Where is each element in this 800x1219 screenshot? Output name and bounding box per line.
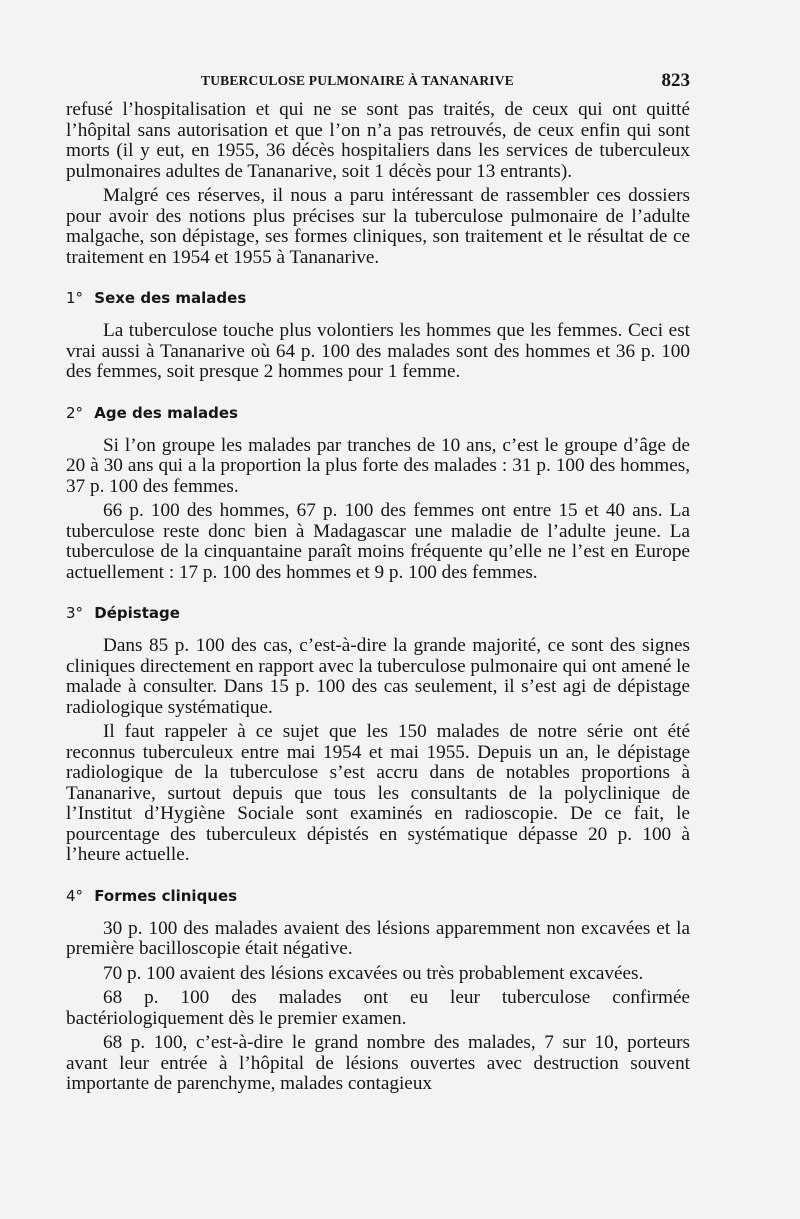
paragraph: Si l’on groupe les malades par tranches de 10 ans, c’est le groupe d’âge de 20 à 30 ans qui a la proportion la plus forte des malades : 31 p. 100 des hommes, 37 p. 100 des femmes. bbox=[66, 434, 690, 497]
section-title: Formes cliniques bbox=[94, 886, 238, 905]
paragraph: refusé l’hospitalisation et qui ne se sont pas traités, de ceux qui ont quitté l’hôpital sans autorisation et que l’on n’a pas retrouvés, de ceux enfin qui sont morts (il y eut, en 1955, 36 décès hospitaliers dans les services de tuberculeux pulmonaires adultes de Tananarive, soit 1 décès pour 13 entrants). bbox=[66, 99, 690, 182]
section-heading-depistage bbox=[66, 603, 690, 623]
paragraph: 66 p. 100 des hommes, 67 p. 100 des femmes ont entre 15 et 40 ans. La tuberculose reste donc bien à Madagascar une maladie de l’adulte jeune. La tuberculose de la cinquantaine paraît moins fréquente qu’elle ne l’est en Europe actuellement : 17 p. 100 des hommes et 9 p. 100 des femmes. bbox=[66, 500, 690, 583]
paragraph: 30 p. 100 des malades avaient des lésions apparemment non excavées et la première bacilloscopie était négative. bbox=[66, 917, 690, 959]
section-number: 4° bbox=[66, 886, 84, 905]
section-heading-sexe bbox=[66, 288, 690, 308]
section-title: Dépistage bbox=[94, 604, 180, 622]
paragraph: Il faut rappeler à ce sujet que les 150 malades de notre série ont été reconnus tuberculeux entre mai 1954 et mai 1955. Depuis un an, le dépistage radiologique de la tuberculose s’est accru dans de notables proportions à Tananarive, surtout depuis que tous les consultants de la polyclinique de l’Institut d’Hygiène Sociale sont examinés en radioscopie. De ce fait, le pourcentage des tuberculeux dépistés en systématique dépasse 20 p. 100 à l’heure actuelle. bbox=[66, 721, 690, 865]
paragraph: 70 p. 100 avaient des lésions excavées ou très probablement excavées. bbox=[103, 962, 644, 984]
section-number: 3° bbox=[66, 604, 84, 622]
paragraph: Dans 85 p. 100 des cas, c’est-à-dire la grande majorité, ce sont des signes cliniques directement en rapport avec la tuberculose pulmonaire qui ont amené le malade à consulter. Dans 15 p. 100 des cas seulement, il s’est agi de dépistage radiologique systématique. bbox=[66, 635, 690, 718]
section-heading-formes-cliniques bbox=[66, 886, 690, 906]
running-head bbox=[66, 70, 690, 90]
paragraph: 68 p. 100, c’est-à-dire le grand nombre des malades, 7 sur 10, porteurs avant leur entrée à l’hôpital de lésions ouvertes avec destruction souvent importante de parenchyme, malades contagieux bbox=[66, 1032, 690, 1094]
section-heading-age bbox=[66, 403, 690, 423]
page-number: 823 bbox=[661, 70, 690, 91]
paragraph: Malgré ces réserves, il nous a paru intéressant de rassembler ces dossiers pour avoir des notions plus précises sur la tuberculose pulmonaire de l’adulte malgache, son dépistage, ses formes cliniques, son traitement et le résultat de ce traitement en 1954 et 1955 à Tananarive. bbox=[66, 185, 690, 268]
section-title: Sexe des malades bbox=[94, 289, 247, 307]
section-title: Age des malades bbox=[94, 403, 238, 422]
paragraph: La tuberculose touche plus volontiers les hommes que les femmes. Ceci est vrai aussi à Tananarive où 64 p. 100 des malades sont des hommes et 36 p. 100 des femmes, soit presque 2 hommes pour 1 femme. bbox=[66, 320, 690, 382]
article-body bbox=[66, 100, 690, 1099]
section-number: 1° bbox=[66, 289, 84, 307]
section-number: 2° bbox=[66, 403, 84, 422]
paragraph: 68 p. 100 des malades ont eu leur tuberculose confirmée bactériologiquement dès le premier examen. bbox=[66, 987, 690, 1029]
running-title: TUBERCULOSE PULMONAIRE À TANANARIVE bbox=[201, 73, 514, 88]
